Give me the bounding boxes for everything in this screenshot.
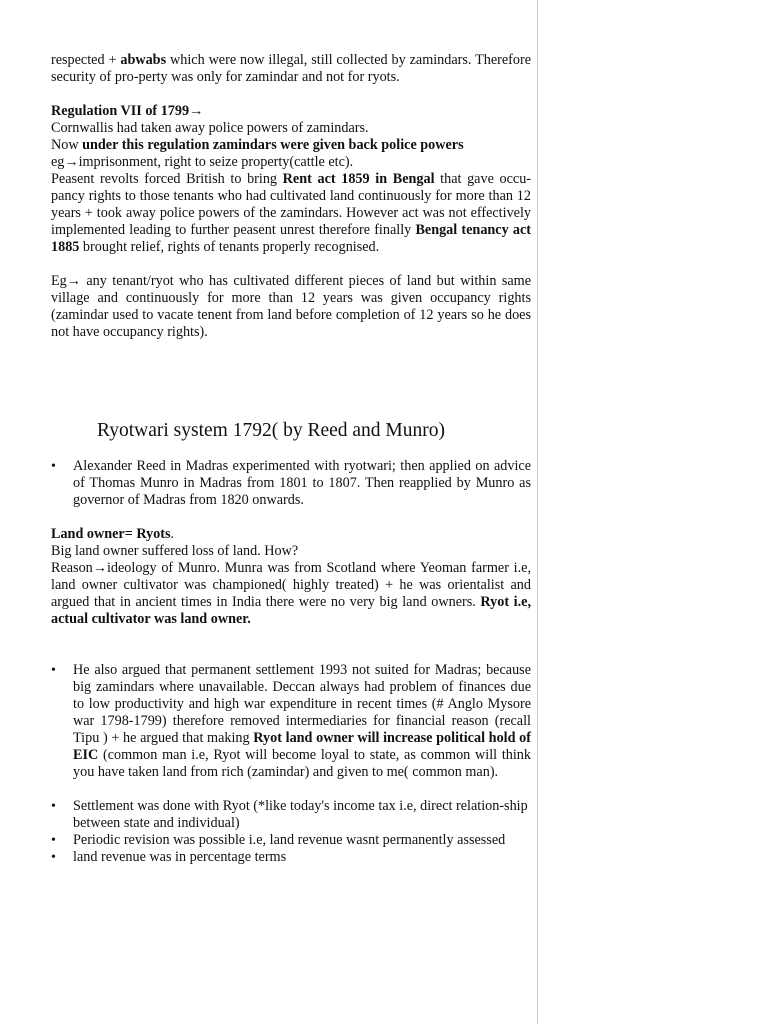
document-page — [51, 52, 531, 866]
police-powers-text: under this regulation zamindars were given back police powers — [82, 137, 464, 153]
rent-act-paragraph — [51, 171, 531, 256]
rent-act-text-a: Peasent revolts forced British to bring — [51, 171, 283, 187]
regulation-line-3: eg→imprisonment, right to seize property(cattle etc). — [51, 154, 354, 170]
regulation-heading — [51, 103, 531, 120]
reason-text: Reason→ideology of Munro. Munra was from Scotland where Yeoman farmer i.e, land owner cultivator was championed( highly treated) + he was orientalist and argued that in ancient times in India there were no very big land owners. — [51, 560, 531, 610]
bullet-icon: • — [51, 459, 56, 474]
bullet-icon: • — [51, 850, 56, 865]
list-item-text: land revenue was in percentage terms — [73, 849, 287, 865]
bullet-icon: • — [51, 833, 56, 848]
ryotwari-list-2 — [51, 662, 531, 781]
list-item — [51, 458, 531, 509]
rent-act-text-b: that gave occu-pancy rights to those tenants who had cultivated land continuously for more than 12 years + took away police powers of the zamindars. However act was not effectively implemented leading to further peasent unrest therefore finally — [51, 171, 532, 238]
reason-bold-text: Ryot i.e, actual cultivator was land owner. — [51, 594, 532, 627]
list-item-text-cont: (common man i.e, Ryot will become loyal to state, as common will think you have taken land from rich (zamindar) and given to me( common man). — [73, 747, 531, 780]
page-right-border — [537, 0, 538, 1024]
list-item — [51, 662, 531, 781]
regulation-line-1: Cornwallis had taken away police powers of zamindars. — [51, 120, 369, 136]
rent-act-text-c: brought relief, rights of tenants properly recognised. — [79, 239, 380, 255]
list-item-text: Alexander Reed in Madras experimented with ryotwari; then applied on advice of Thomas Munro in Madras from 1801 to 1807. Then reapplied by Munro as governor of Madras from 1820 onwards. — [73, 458, 531, 508]
list-item-text: Settlement was done with Ryot (*like today's income tax i.e, direct relation-ship between state and individual) — [73, 798, 528, 831]
intro-text: respected + — [51, 52, 121, 68]
list-item-text: Periodic revision was possible i.e, land revenue wasnt permanently assessed — [73, 832, 506, 848]
abwabs-term: abwabs — [120, 52, 167, 68]
ryotwari-list-3 — [51, 798, 531, 866]
list-item — [51, 849, 531, 866]
list-item-bold: Ryot land owner will increase political hold of EIC — [73, 730, 531, 763]
rent-act-term: Rent act 1859 in Bengal — [282, 171, 435, 187]
example-paragraph: Eg→ any tenant/ryot who has cultivated different pieces of land but within same village and continuously for more than 12 years was given occupancy rights (zamindar used to vacate tenent from land before completion of 12 years so he does not have occupancy rights). — [51, 273, 531, 340]
regulation-line-2 — [51, 137, 531, 154]
loss-line: Big land owner suffered loss of land. How? — [51, 543, 299, 559]
regulation-line-2-pre: Now — [51, 137, 83, 153]
intro-paragraph — [51, 52, 531, 86]
landowner-line — [51, 526, 531, 543]
tenancy-act-term: Bengal tenancy act 1885 — [51, 222, 532, 255]
list-item-text: He also argued that permanent settlement 1993 not suited for Madras; because big zamindars where unavailable. Deccan always had problem of finances due to low productivity and high war expenditure in recent times (# Anglo Mysore war 1798-1799) therefore removed intermediaries for financial reason (recall Tipu ) + he argued that making — [73, 662, 531, 746]
landowner-post: . — [170, 526, 175, 542]
bullet-icon: • — [51, 799, 56, 814]
landowner-term: Land owner= Ryots — [51, 526, 171, 542]
bullet-icon: • — [51, 663, 56, 678]
list-item — [51, 832, 531, 849]
ryotwari-heading: Ryotwari system 1792( by Reed and Munro) — [97, 420, 446, 441]
reason-paragraph — [51, 560, 531, 628]
regulation-heading-text: Regulation VII of 1799→ — [51, 103, 204, 119]
list-item — [51, 798, 531, 832]
ryotwari-list-1 — [51, 458, 531, 509]
intro-text-cont: which were now illegal, still collected by zamindars. Therefore security of pro-perty was only for zamindar and not for ryots. — [51, 52, 531, 85]
